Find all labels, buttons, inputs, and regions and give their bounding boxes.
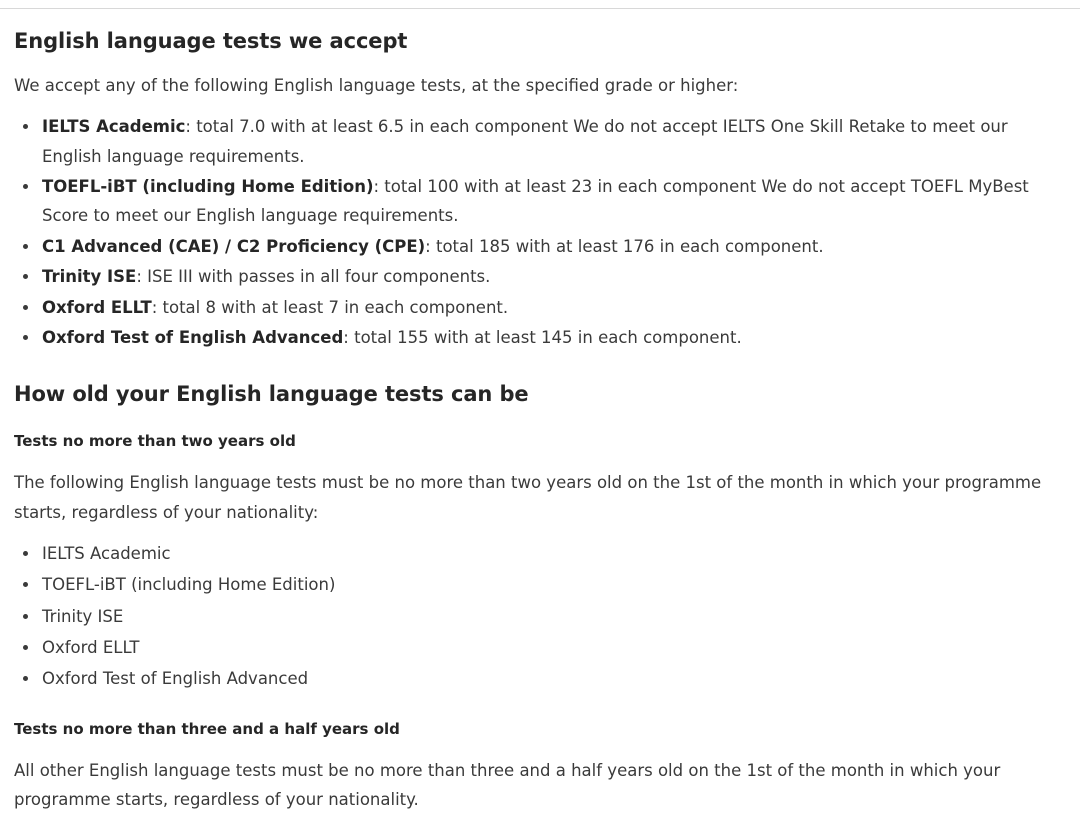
two-years-description: The following English language tests must be no more than two years old on the 1st of the month in which your programme starts, regardless of your nationality: [14, 473, 1042, 522]
page-title: English language tests we accept [14, 29, 408, 53]
section-title-test-age: How old your English language tests can be [14, 382, 529, 407]
list-item: • TOEFL-iBT (including Home Edition) [40, 570, 1062, 599]
subsection-title-two-years: Tests no more than two years old [14, 432, 296, 451]
accepted-tests-intro: We accept any of the following English language tests, at the specified grade or higher: [14, 76, 739, 95]
list-item: • Oxford ELLT [40, 633, 1062, 662]
test-name: Oxford ELLT [42, 297, 152, 317]
test-name: C1 Advanced (CAE) / C2 Proficiency (CPE) [42, 236, 426, 256]
page-top-divider [0, 0, 1080, 9]
list-item [40, 172, 1062, 231]
test-detail: : total 155 with at least 145 in each component. [343, 327, 742, 347]
subsection-title-three-and-half-years: Tests no more than three and a half years old [14, 719, 400, 738]
list-item [40, 293, 1062, 322]
test-detail: : total 185 with at least 176 in each component. [425, 236, 824, 256]
test-name: Trinity ISE [42, 267, 137, 287]
test-name: Oxford Test of English Advanced [42, 327, 344, 347]
list-item: • IELTS Academic [40, 539, 1062, 568]
test-detail: : ISE III with passes in all four components. [136, 267, 491, 287]
test-detail: : total 7.0 with at least 6.5 in each component We do not accept IELTS One Skill Retake to meet our English language requirements. [42, 117, 1008, 166]
document-content [0, 9, 1080, 814]
test-detail: : total 8 with at least 7 in each component. [151, 297, 509, 317]
accepted-tests-list [14, 112, 1062, 352]
test-name: IELTS Academic [42, 117, 186, 137]
list-item [40, 323, 1062, 352]
list-item: • Trinity ISE [40, 602, 1062, 631]
list-item [40, 262, 1062, 291]
test-name: TOEFL-iBT (including Home Edition) [42, 177, 374, 197]
list-item: • Oxford Test of English Advanced [40, 664, 1062, 693]
three-and-half-years-description: All other English language tests must be no more than three and a half years old on the 1st of the month in which your programme starts, regardless of your nationality. [14, 760, 1001, 810]
test-detail: : total 100 with at least 23 in each component We do not accept TOEFL MyBest Score to meet our English language requirements. [42, 177, 1029, 226]
list-item [40, 112, 1062, 171]
list-item [40, 232, 1062, 261]
two-years-tests-list [14, 539, 1062, 694]
